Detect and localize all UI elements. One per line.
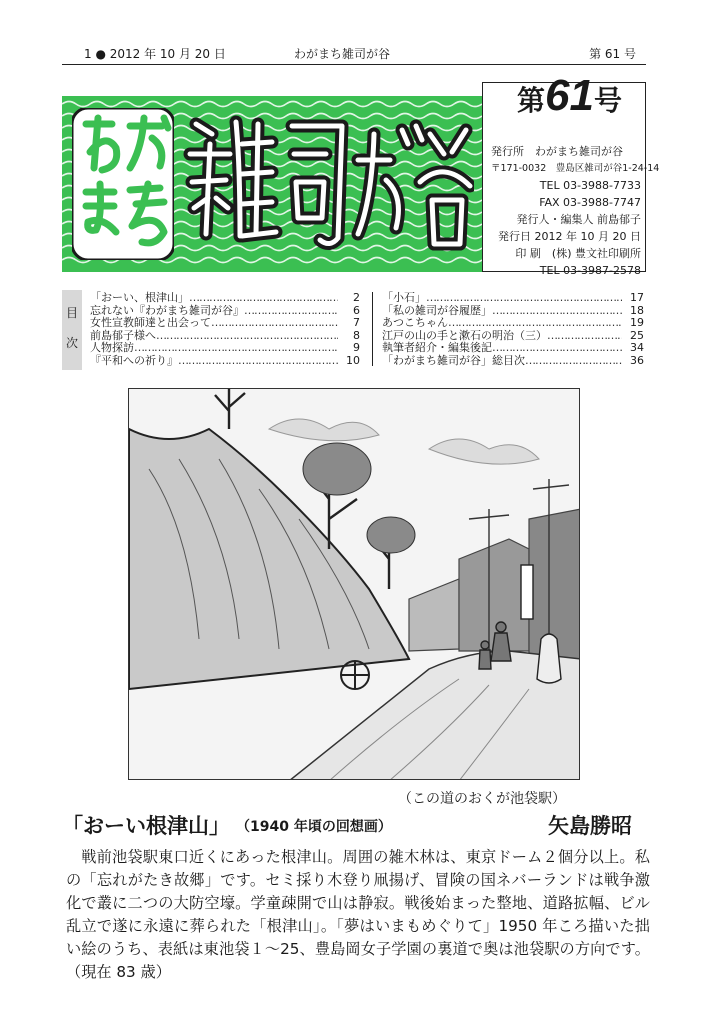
toc-entry[interactable]: 「私の雑司が谷履歴」 …………………………………………………………………………………… 18 — [382, 305, 644, 318]
article-author: 矢島勝昭 — [548, 814, 632, 838]
toc-entry[interactable]: 『平和への祈り』 …………………………………………………………………………………… 10 — [90, 355, 360, 368]
toc-entry[interactable]: 人物探訪 …………………………………………………………………………………… 9 — [90, 342, 360, 355]
publisher-date: 発行日 2012 年 10 月 20 日 — [498, 230, 641, 243]
toc-entry[interactable]: 「おーい、根津山」 …………………………………………………………………………………… 2 — [90, 292, 360, 305]
issue-suffix: 号 — [593, 84, 622, 117]
toc-divider — [372, 292, 373, 366]
toc-entry[interactable]: 忘れない『わがまち雑司が谷』 …………………………………………………………………………………… 6 — [90, 305, 360, 318]
article-paragraph: 戦前池袋駅東口近くにあった根津山。周囲の雑木林は、東京ドーム２個分以上。私の「忘れがたき故郷」です。セミ採り木登り凧揚げ、冒険の国ネバーランドは戦争激化で叢に二つの大防空壕。学童疎開で山は静寂。戦後始まった整地、道路拡幅、ビル乱立で遂に永遠に葬られた「根津山」。「夢はいまもめぐりて」1950 年ころ描いた拙い絵のうち、表紙は東池袋１～25、豊島岡女子学園の裏道で奥は池袋駅の方向です。（現在 83 歳） — [66, 848, 650, 981]
header-issue-number: 第 61 号 — [589, 47, 636, 61]
toc-column-left — [90, 292, 360, 368]
toc-entry[interactable]: 「わがまち雑司が谷」総目次 …………………………………………………………………………………… 36 — [382, 355, 644, 368]
table-of-contents — [62, 290, 646, 370]
toc-entry[interactable]: 執筆者紹介・編集後記 …………………………………………………………………………………… 34 — [382, 342, 644, 355]
publisher-address: 〒171-0032 豊島区雑司が谷1-24-14 — [491, 163, 660, 174]
toc-label-ji: 次 — [66, 336, 79, 350]
masthead-logo — [62, 96, 482, 272]
article-title: 「おーい根津山」 — [62, 814, 230, 838]
cover-illustration — [128, 388, 580, 780]
publisher-fax: FAX 03-3988-7747 — [539, 196, 641, 209]
road-hill-drawing — [129, 389, 580, 780]
article-subtitle: （1940 年頃の回想画） — [236, 819, 392, 835]
logo-wagamachi-mark — [72, 108, 174, 260]
toc-entry[interactable]: 前島郁子様へ …………………………………………………………………………………… 8 — [90, 330, 360, 343]
publisher-printer: 印 刷 (株) 豊文社印刷所 — [515, 247, 641, 260]
illustration-caption: （この道のおくが池袋駅） — [398, 791, 566, 807]
running-header — [62, 40, 646, 65]
header-publication-title: わがまち雑司が谷 — [294, 47, 391, 61]
publisher-tel: TEL 03-3988-7733 — [539, 179, 641, 192]
publisher-info-box — [482, 71, 660, 277]
logo-zoshigaya-mark — [182, 104, 474, 266]
toc-side-label — [62, 290, 82, 370]
issue-prefix: 第 — [517, 84, 546, 117]
toc-entry[interactable]: 江戸の山の手と漱石の明治（三） …………………………………………………………………………………… 25 — [382, 330, 644, 343]
header-issue-date: 1 ● 2012 年 10 月 20 日 — [84, 47, 226, 61]
publisher-office: 発行所 わがまち雑司が谷 — [491, 145, 623, 158]
toc-entry[interactable]: 女性宣教師達と出会って …………………………………………………………………………………… 7 — [90, 317, 360, 330]
printer-tel: TEL 03-3987-2578 — [539, 264, 641, 277]
toc-column-right — [382, 292, 644, 368]
publisher-lines — [491, 143, 660, 279]
article-body — [66, 846, 650, 984]
issue-number-display — [517, 71, 622, 120]
issue-num: 61 — [545, 71, 594, 120]
publisher-editor: 発行人・編集人 前島郁子 — [516, 213, 641, 226]
toc-entry[interactable]: あつこちゃん …………………………………………………………………………………… 19 — [382, 317, 644, 330]
toc-entry[interactable]: 「小石」 …………………………………………………………………………………… 17 — [382, 292, 644, 305]
toc-label-moku: 目 — [66, 306, 79, 320]
